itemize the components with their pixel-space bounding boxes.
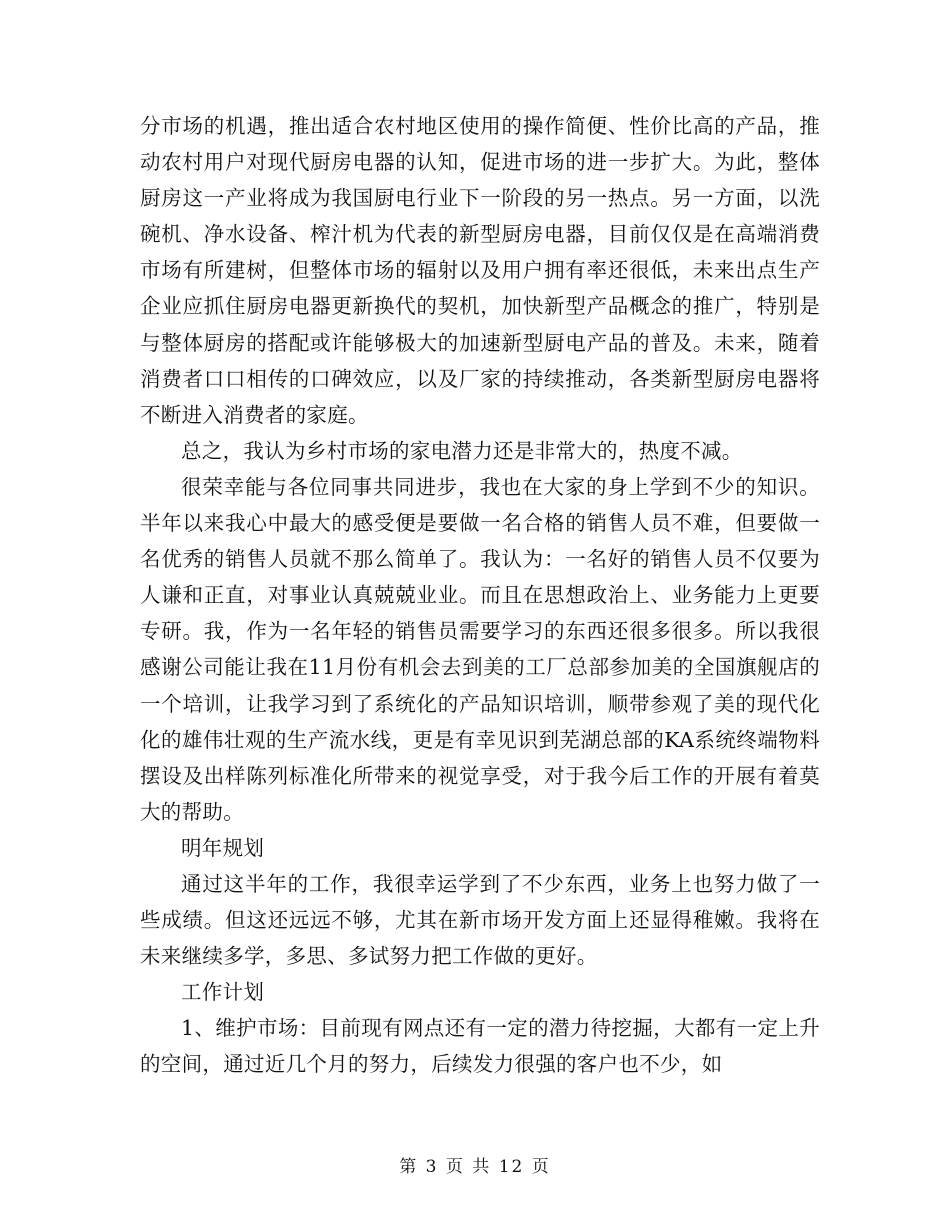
paragraph-maintain-market: 1、维护市场：目前现有网点还有一定的潜力待挖掘，大都有一定上升的空间，通过近几个月的努力，后续发力很强的客户也不少，如: [140, 1016, 820, 1077]
page-footer: 第 3 页 共 12 页: [399, 1157, 551, 1177]
paragraph-summary: 总之，我认为乡村市场的家电潜力还是非常大的，热度不减。: [181, 438, 743, 463]
heading-work-plan: 工作计划: [181, 980, 265, 1005]
document-body: [140, 108, 820, 1083]
paragraph-personal-growth: 很荣幸能与各位同事共同进步，我也在大家的身上学到不少的知识。半年以来我心中最大的感受便是要做一名合格的销售人员不难，但要做一名优秀的销售人员就不那么简单了。我认为：一名好的销售人员不仅要为人谦和正直，对事业认真兢兢业业。而且在思想政治上、业务能力上更要专研。我，作为一名年轻的销售员需要学习的东西还很多很多。所以我很感谢公司能让我在11月份有机会去到美的工厂总部参加美的全国旗舰店的一个培训，让我学习到了系统化的产品知识培训，顺带参观了美的现代化化的雄伟壮观的生产流水线，更是有幸见识到芜湖总部的KA系统终端物料摆设及出样陈列标准化所带来的视觉享受，对于我今后工作的开展有着莫大的帮助。: [140, 474, 820, 824]
paragraph-market-continuation: 分市场的机遇，推出适合农村地区使用的操作简便、性价比高的产品，推动农村用户对现代厨房电器的认知，促进市场的进一步扩大。为此，整体厨房这一产业将成为我国厨电行业下一阶段的另一热点。另一方面，以洗碗机、净水设备、榨汁机为代表的新型厨房电器，目前仅仅是在高端消费市场有所建树，但整体市场的辐射以及用户拥有率还很低，未来出点生产企业应抓住厨房电器更新换代的契机，加快新型产品概念的推广，特别是与整体厨房的搭配或许能够极大的加速新型厨电产品的普及。未来，随着消费者口口相传的口碑效应，以及厂家的持续推动，各类新型厨房电器将不断进入消费者的家庭。: [140, 114, 820, 427]
paragraph-next-year-plan: 通过这半年的工作，我很幸运学到了不少东西，业务上也努力做了一些成绩。但这还远远不够，尤其在新市场开发方面上还显得稚嫩。我将在未来继续多学，多思、多试努力把工作做的更好。: [140, 871, 820, 969]
heading-next-year-plan: 明年规划: [181, 835, 265, 860]
